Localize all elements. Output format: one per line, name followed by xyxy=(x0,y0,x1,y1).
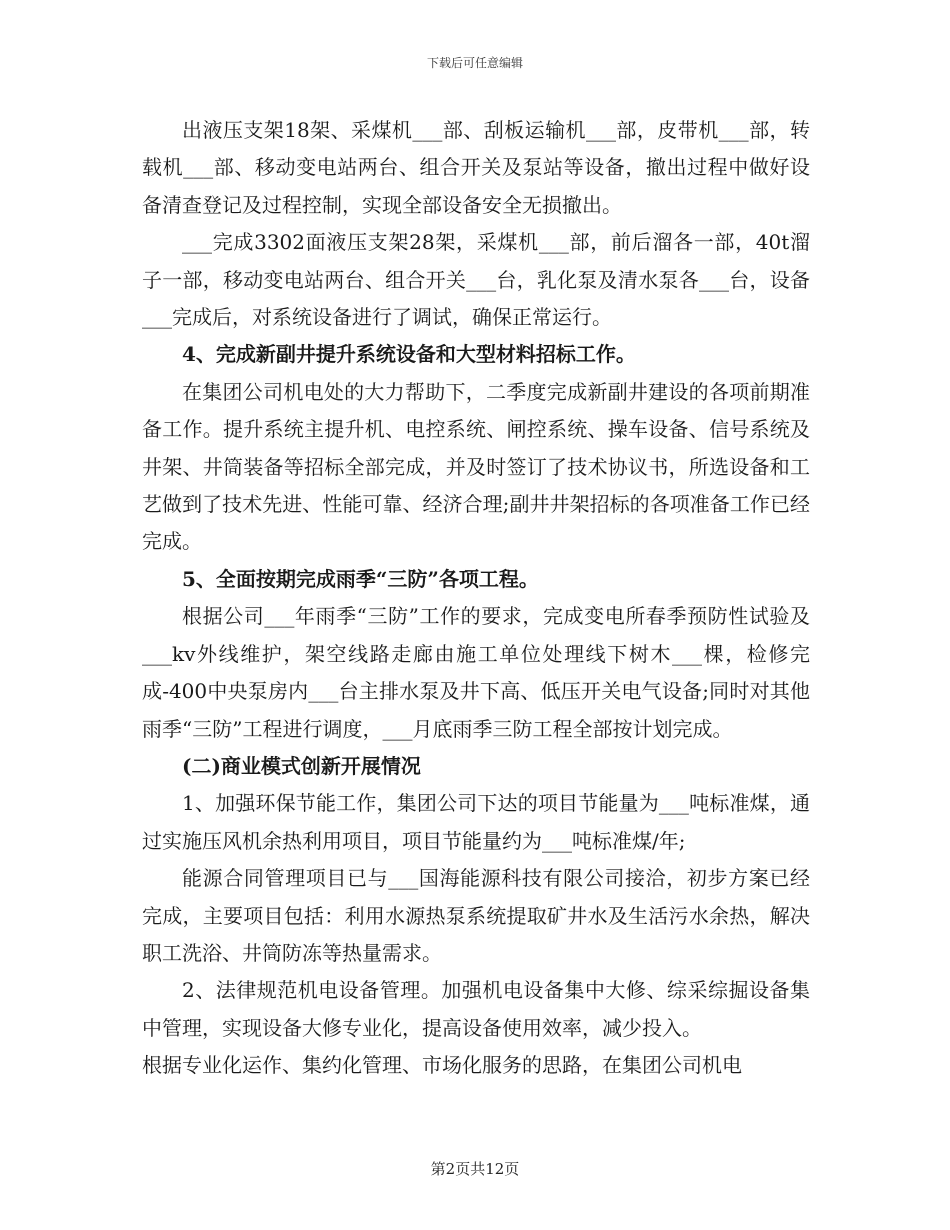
section-heading: (二)商业模式创新开展情况 xyxy=(182,753,421,778)
paragraph: 能源合同管理项目已与___国海能源科技有限公司接洽，初步方案已经完成，主要项目包括：利用水源热泵系统提取矿井水及生活污水余热，解决职工洗浴、井筒防冻等热量需求。 xyxy=(142,866,810,965)
paragraph: 1、加强环保节能工作，集团公司下达的项目节能量为___吨标准煤，通过实施压风机余热利用项目，项目节能量约为___吨标准煤/年; xyxy=(142,791,810,853)
document-body xyxy=(142,112,810,1085)
paragraph: 在集团公司机电处的大力帮助下，二季度完成新副井建设的各项前期准备工作。提升系统主提升机、电控系统、闸控系统、操车设备、信号系统及井架、井筒装备等招标全部完成，并及时签订了技术协议书，所选设备和工艺做到了技术先进、性能可靠、经济合理;副井井架招标的各项准备工作已经完成。 xyxy=(142,379,810,554)
page-number: 第2页共12页 xyxy=(430,1160,520,1178)
page-header: 下载后可任意编辑 xyxy=(426,56,523,70)
paragraph: 出液压支架18架、采煤机___部、刮板运输机___部，皮带机___部，转载机___部、移动变电站两台、组合开关及泵站等设备，撤出过程中做好设备清查登记及过程控制，实现全部设备安全无损撤出。 xyxy=(142,118,810,217)
section-heading: 5、全面按期完成雨季“三防”各项工程。 xyxy=(182,566,539,591)
paragraph: 2、法律规范机电设备管理。加强机电设备集中大修、综采综掘设备集中管理，实现设备大修专业化，提高设备使用效率，减少投入。 xyxy=(142,978,810,1040)
section-heading: 4、完成新副井提升系统设备和大型材料招标工作。 xyxy=(182,342,636,367)
paragraph: 根据公司___年雨季“三防”工作的要求，完成变电所春季预防性试验及___kv外线维护，架空线路走廊由施工单位处理线下树木___棵，检修完成-400中央泵房内___台主排水泵及井下高、低压开关电气设备;同时对其他雨季“三防”工程进行调度，___月底雨季三防工程全部按计划完成。 xyxy=(142,604,810,741)
paragraph: 根据专业化运作、集约化管理、市场化服务的思路，在集团公司机电 xyxy=(142,1053,742,1078)
paragraph: ___完成3302面液压支架28架，采煤机___部，前后溜各一部，40t溜子一部，移动变电站两台、组合开关___台，乳化泵及清水泵各___台，设备___完成后，对系统设备进行了调试，确保正常运行。 xyxy=(142,230,810,330)
